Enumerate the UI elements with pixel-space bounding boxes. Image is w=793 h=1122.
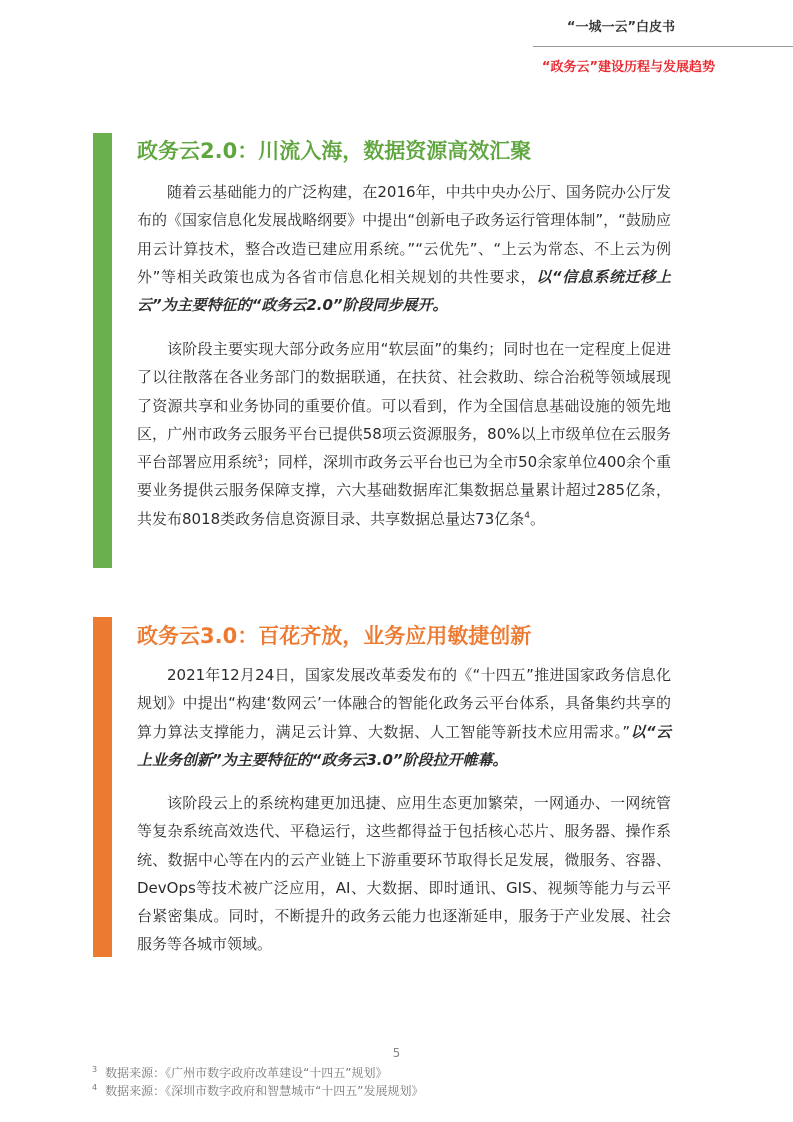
footnote-ref: 3 xyxy=(257,454,263,465)
section-2-0-paragraph-1 xyxy=(137,178,671,319)
paragraph-text: 。 xyxy=(530,509,546,528)
footnote-ref: 4 xyxy=(524,510,530,521)
footnote xyxy=(92,1064,388,1081)
chapter-title: “政务云”建设历程与发展趋势 xyxy=(541,60,715,75)
section-3-0-paragraph-1 xyxy=(137,661,671,774)
footnote-text: 数据来源：《广州市数字政府改革建设“十四五”规划》 xyxy=(105,1066,388,1080)
footnote-number: 3 xyxy=(92,1065,98,1074)
paragraph-text: 随着云基础能力的广泛构建，在2016年，中共中央办公厅、国务院办公厅发布的《国家信息化发展战略纲要》中提出“创新电子政务运行管理体制”，“鼓励应用云计算技术，整合改造已建应用系统。”“云优先”、“上云为常态、不上云为例外”等相关政策也成为各省市信息化相关规划的共性要求， xyxy=(137,183,671,286)
paragraph-text: 该阶段主要实现大部分政务应用“软层面”的集约；同时也在一定程度上促进了以往散落在各业务部门的数据联通，在扶贫、社会救助、综合治税等领域展现了资源共享和业务协同的重要价值。可以看到，作为全国信息基础设施的领先地区，广州市政务云服务平台已提供58项云资源服务，80%以上市级单位在云服务平台部署应用系统 xyxy=(137,340,671,472)
section-title-2-0: 政务云2.0：川流入海，数据资源高效汇聚 xyxy=(137,139,532,163)
section-accent-bar-green xyxy=(93,133,112,568)
paragraph-text: 2021年12月24日，国家发展改革委发布的《“十四五”推进国家政务信息化规划》中提出“构建‘数网云’一体融合的智能化政务云平台体系，具备集约共享的算力算法支撑能力，满足云计算、大数据、人工智能等新技术应用需求。” xyxy=(137,666,671,741)
section-accent-bar-orange xyxy=(93,617,112,957)
footnote-text: 数据来源：《深圳市数字政府和智慧城市“十四五”发展规划》 xyxy=(105,1084,424,1098)
section-2-0-paragraph-2 xyxy=(137,335,671,533)
highlighted-text: 以“信息系统迁移上云”为主要特征的“政务云2.0”阶段同步展开。 xyxy=(137,267,671,315)
page-number: 5 xyxy=(392,1046,401,1060)
footnote xyxy=(92,1082,424,1099)
paragraph-text: ；同样，深圳市政务云平台也已为全市50余家单位400余个重要业务提供云服务保障支撑，六大基础数据库汇集数据总量累计超过285亿条，共发布8018类政务信息资源目录、共享数据总量达73亿条 xyxy=(137,453,671,528)
document-title: “一城一云”白皮书 xyxy=(566,20,675,35)
section-3-0-paragraph-2: 该阶段云上的系统构建更加迅捷、应用生态更加繁荣，一网通办、一网统管等复杂系统高效迭代、平稳运行，这些都得益于包括核心芯片、服务器、操作系统、数据中心等在内的云产业链上下游重要环节取得长足发展，微服务、容器、DevOps等技术被广泛应用，AI、大数据、即时通讯、GIS、视频等能力与云平台紧密集成。同时，不断提升的政务云能力也逐渐延申，服务于产业发展、社会服务等各城市领域。 xyxy=(137,794,671,954)
section-title-3-0: 政务云3.0：百花齐放，业务应用敏捷创新 xyxy=(137,624,532,648)
highlighted-text: 以“云上业务创新”为主要特征的“政务云3.0”阶段拉开帷幕。 xyxy=(137,722,671,769)
header-divider xyxy=(533,46,793,47)
footnote-number: 4 xyxy=(92,1083,98,1092)
